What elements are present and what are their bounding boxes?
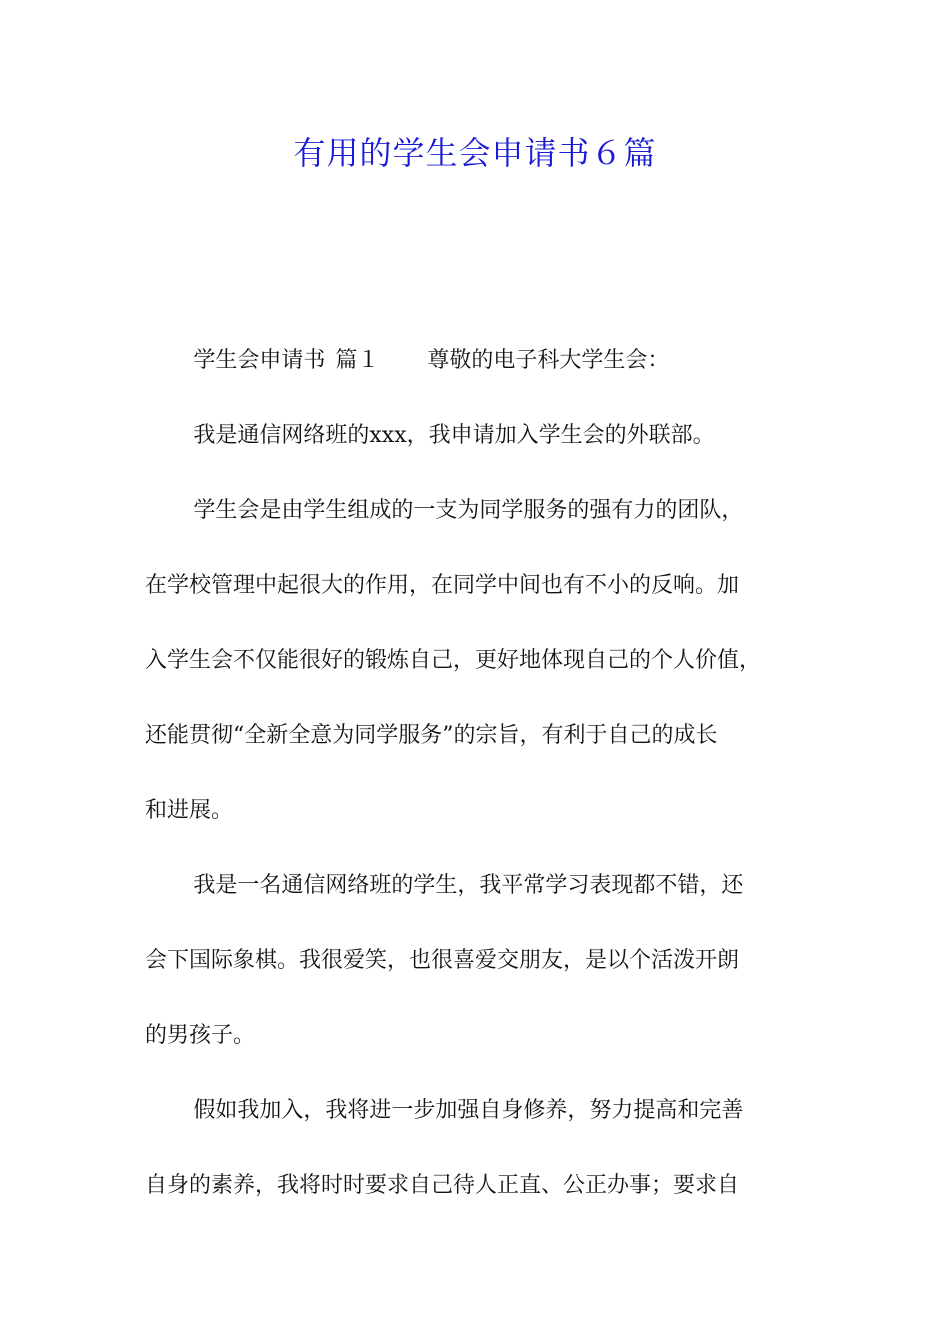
- document-body: [145, 342, 815, 1205]
- paragraph-2-continuation: [145, 567, 815, 830]
- paragraph-line: 在学校管理中起很大的作用，在同学中间也有不小的反响。加: [145, 573, 740, 598]
- paragraph-line: 还能贯彻“全新全意为同学服务”的宗旨，有利于自己的成长: [145, 723, 718, 748]
- paragraph-line: 我是一名通信网络班的学生，我平常学习表现都不错，还: [193, 873, 744, 898]
- paragraph-line: 会下国际象棋。我很爱笑，也很喜爱交朋友，是以个活泼开朗: [145, 948, 740, 973]
- paragraph-line: 学生会是由学生组成的一支为同学服务的强有力的团队，: [193, 498, 744, 523]
- heading-line: [145, 342, 815, 380]
- paragraph-3-continuation: [145, 942, 815, 1055]
- paragraph-line: 入学生会不仅能很好的锻炼自己，更好地体现自己的个人价值，: [145, 648, 762, 673]
- paragraph-line: 我是通信网络班的xxx，我申请加入学生会的外联部。: [193, 423, 715, 448]
- paragraph-1: [145, 417, 815, 455]
- paragraph-4: [145, 1092, 815, 1130]
- heading-number: 篇１: [335, 348, 380, 373]
- paragraph-line: 和进展。: [145, 798, 234, 823]
- paragraph-line: 假如我加入，我将进一步加强自身修养，努力提高和完善: [193, 1098, 744, 1123]
- paragraph-line: 自身的素养，我将时时要求自己待人正直、公正办事；要求自: [145, 1173, 740, 1198]
- paragraph-3: [145, 867, 815, 905]
- paragraph-4-continuation: [145, 1167, 815, 1205]
- paragraph-2: [145, 492, 815, 530]
- salutation: 尊敬的电子科大学生会：: [427, 348, 670, 373]
- heading-label: 学生会申请书: [193, 348, 326, 373]
- paragraph-line: 的男孩子。: [145, 1023, 256, 1048]
- document-title: 有用的学生会申请书６篇: [293, 134, 657, 172]
